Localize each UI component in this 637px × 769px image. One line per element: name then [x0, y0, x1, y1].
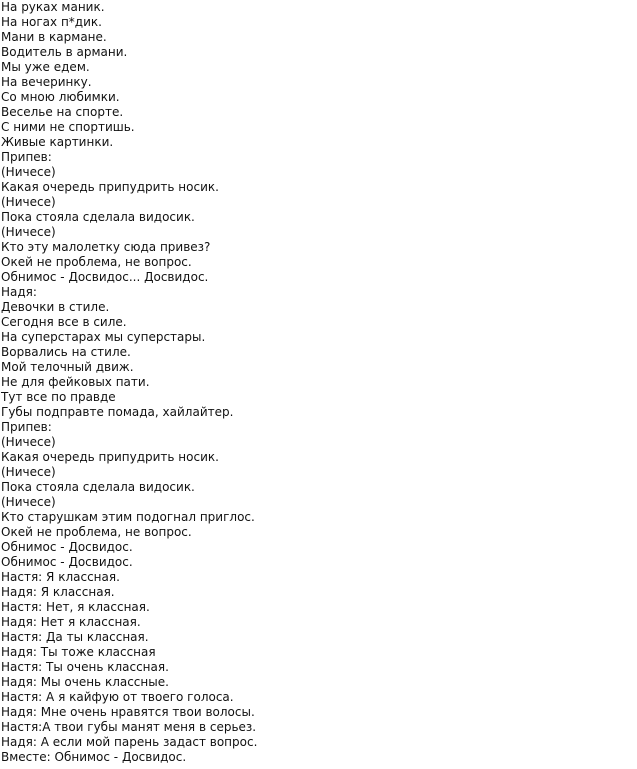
- lyric-line: Живые картинки.: [1, 135, 114, 149]
- lyric-line: Не для фейковых пати.: [1, 375, 150, 389]
- lyric-line: С ними не спортишь.: [1, 120, 135, 134]
- lyric-line: Сегодня все в силе.: [1, 315, 127, 329]
- lyric-line: Надя: Ты тоже классная: [1, 645, 156, 659]
- lyric-line: Припев:: [1, 420, 52, 434]
- lyric-line: Настя: Нет, я классная.: [1, 600, 150, 614]
- lyric-line: Губы подправте помада, хайлайтер.: [1, 405, 234, 419]
- lyric-line: Окей не проблема, не вопрос.: [1, 255, 192, 269]
- lyric-line: Девочки в стиле.: [1, 300, 110, 314]
- lyric-line: На вечеринку.: [1, 75, 92, 89]
- lyric-line: Тут все по правде: [1, 390, 116, 404]
- lyric-line: Припев:: [1, 150, 52, 164]
- lyric-line: Окей не проблема, не вопрос.: [1, 525, 192, 539]
- lyric-line: На ногах п*дик.: [1, 15, 102, 29]
- lyric-line: Надя:: [1, 285, 37, 299]
- lyric-line: (Ничесе): [1, 195, 56, 209]
- lyric-line: Ворвались на стиле.: [1, 345, 131, 359]
- lyric-line: (Ничесе): [1, 435, 56, 449]
- lyric-line: Со мною любимки.: [1, 90, 120, 104]
- lyric-line: На руках маник.: [1, 0, 105, 14]
- lyric-line: Настя: Я классная.: [1, 570, 120, 584]
- lyric-line: Мой телочный движ.: [1, 360, 134, 374]
- lyric-line: Настя: А я кайфую от твоего голоса.: [1, 690, 234, 704]
- lyric-line: Мы уже едем.: [1, 60, 90, 74]
- lyric-line: Настя:А твои губы манят меня в серьез.: [1, 720, 257, 734]
- lyric-line: (Ничесе): [1, 495, 56, 509]
- lyric-line: Веселье на спорте.: [1, 105, 124, 119]
- lyric-line: Надя: Мы очень классные.: [1, 675, 169, 689]
- lyric-line: Мани в кармане.: [1, 30, 107, 44]
- lyrics-text: [1, 0, 637, 765]
- lyric-line: Настя: Ты очень классная.: [1, 660, 169, 674]
- lyric-line: На суперстарах мы суперстары.: [1, 330, 206, 344]
- lyric-line: Вместе: Обнимос - Досвидос.: [1, 750, 187, 764]
- lyric-line: Какая очередь припудрить носик.: [1, 180, 219, 194]
- lyric-line: (Ничесе): [1, 165, 56, 179]
- lyric-line: Водитель в армани.: [1, 45, 128, 59]
- lyric-line: Пока стояла сделала видосик.: [1, 480, 195, 494]
- lyric-line: Надя: Мне очень нравятся твои волосы.: [1, 705, 255, 719]
- lyric-line: Кто эту малолетку сюда привез?: [1, 240, 211, 254]
- lyric-line: Надя: А если мой парень задаст вопрос.: [1, 735, 258, 749]
- lyric-line: Обнимос - Досвидос.: [1, 540, 133, 554]
- lyric-line: (Ничесе): [1, 225, 56, 239]
- lyric-line: Настя: Да ты классная.: [1, 630, 149, 644]
- lyric-line: Надя: Нет я классная.: [1, 615, 141, 629]
- lyric-line: Какая очередь припудрить носик.: [1, 450, 219, 464]
- lyric-line: Обнимос - Досвидос.: [1, 555, 133, 569]
- lyric-line: (Ничесе): [1, 465, 56, 479]
- lyric-line: Пока стояла сделала видосик.: [1, 210, 195, 224]
- lyric-line: Надя: Я классная.: [1, 585, 115, 599]
- lyric-line: Обнимос - Досвидос... Досвидос.: [1, 270, 209, 284]
- lyric-line: Кто старушкам этим подогнал приглос.: [1, 510, 255, 524]
